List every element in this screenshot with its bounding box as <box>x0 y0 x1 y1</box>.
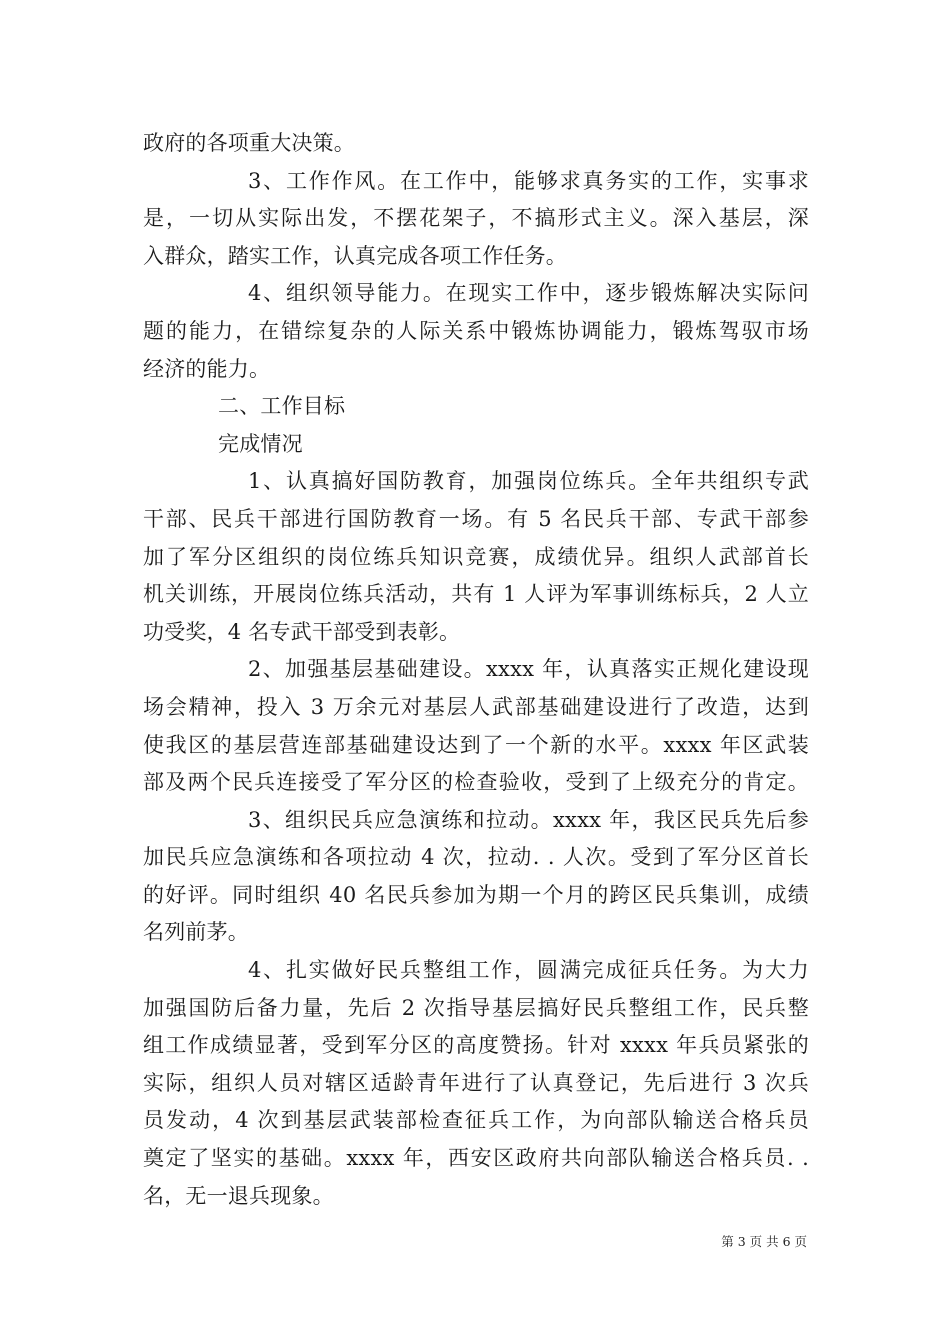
text-line: 4、扎实做好民兵整组工作，圆满完成征兵任务。为大力 <box>248 958 809 983</box>
text-line: 场会精神，投入 3 万余元对基层人武部基础建设进行了改造，达到 <box>143 694 809 719</box>
text-line: 4、组织领导能力。在现实工作中，逐步锻炼解决实际问 <box>248 281 809 306</box>
text-line: 奠定了坚实的基础。xxxx 年，西安区政府共向部队输送合格兵员. . <box>143 1146 809 1171</box>
text-line: 名，无一退兵现象。 <box>143 1183 334 1208</box>
document-body <box>143 125 809 1215</box>
text-line: 使我区的基层营连部基础建设达到了一个新的水平。xxxx 年区武装 <box>143 732 809 757</box>
text-line: 加民兵应急演练和各项拉动 4 次，拉动. . 人次。受到了军分区首长 <box>143 845 809 870</box>
text-line: 加了军分区组织的岗位练兵知识竞赛，成绩优异。组织人武部首长 <box>143 544 809 569</box>
text-line: 干部、民兵干部进行国防教育一场。有 5 名民兵干部、专武干部参 <box>143 506 809 531</box>
text-line: 政府的各项重大决策。 <box>143 131 355 155</box>
subsection-heading: 完成情况 <box>218 431 303 456</box>
text-line: 部及两个民兵连接受了军分区的检查验收，受到了上级充分的肯定。 <box>143 770 809 795</box>
text-line: 组工作成绩显著，受到军分区的高度赞扬。针对 xxxx 年兵员紧张的 <box>143 1033 809 1058</box>
text-line: 3、组织民兵应急演练和拉动。xxxx 年，我区民兵先后参 <box>248 807 809 832</box>
text-line: 是，一切从实际出发，不摆花架子，不搞形式主义。深入基层，深 <box>143 206 809 231</box>
text-line: 题的能力，在错综复杂的人际关系中锻炼协调能力，锻炼驾驭市场 <box>143 318 809 343</box>
text-line: 名列前茅。 <box>143 920 249 945</box>
text-line: 机关训练，开展岗位练兵活动，共有 1 人评为军事训练标兵，2 人立 <box>143 582 809 607</box>
text-line: 入群众，踏实工作，认真完成各项工作任务。 <box>143 243 567 268</box>
text-line: 1、认真搞好国防教育，加强岗位练兵。全年共组织专武 <box>248 469 809 494</box>
text-line: 实际，组织人员对辖区适龄青年进行了认真登记，先后进行 3 次兵 <box>143 1070 809 1095</box>
text-line: 功受奖，4 名专武干部受到表彰。 <box>143 619 461 644</box>
text-line: 的好评。同时组织 40 名民兵参加为期一个月的跨区民兵集训，成绩 <box>143 882 809 907</box>
text-line: 员发动，4 次到基层武装部检查征兵工作，为向部队输送合格兵员 <box>143 1108 809 1133</box>
text-line: 3、工作作风。在工作中，能够求真务实的工作，实事求 <box>248 168 809 193</box>
text-line: 2、加强基层基础建设。xxxx 年，认真落实正规化建设现 <box>248 657 809 682</box>
page-number: 第 3 页 共 6 页 <box>721 1234 807 1249</box>
text-line: 经济的能力。 <box>143 356 271 381</box>
section-heading: 二、工作目标 <box>218 394 346 419</box>
text-line: 加强国防后备力量，先后 2 次指导基层搞好民兵整组工作，民兵整 <box>143 995 809 1020</box>
